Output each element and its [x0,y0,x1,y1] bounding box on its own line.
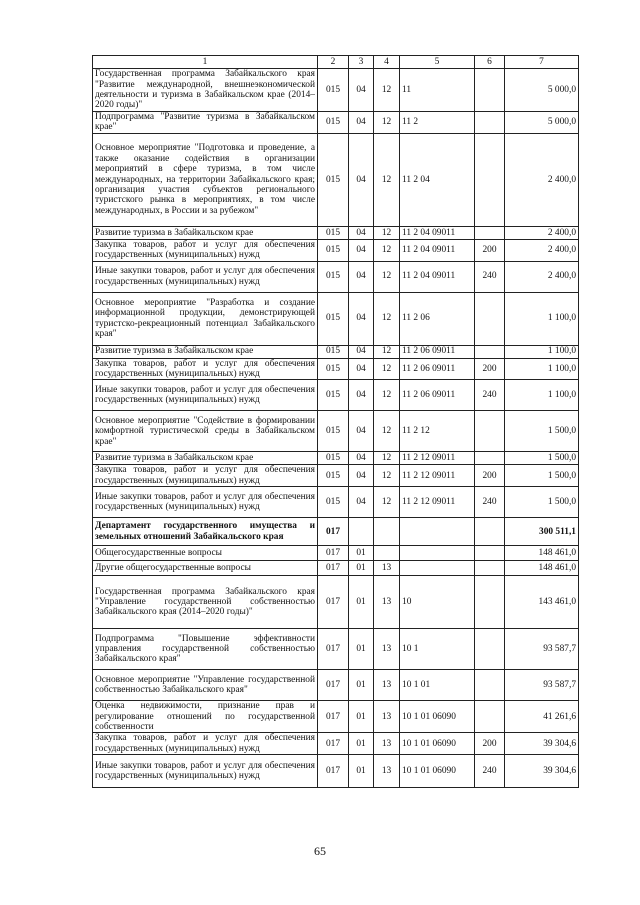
table-cell: 148 461,0 [505,546,579,561]
table-cell [475,411,505,452]
table-row [93,465,579,487]
table-cell: 200 [475,465,505,487]
table-cell: 015 [318,380,349,411]
table-cell: Закупка товаров, работ и услуг для обеспечения государственных (муниципальных) нужд [93,465,318,487]
table-row [93,69,579,112]
table-cell: 2 400,0 [505,226,579,239]
table-cell: 11 2 06 09011 [400,358,475,380]
table-cell: 015 [318,292,349,345]
table-cell: 2 400,0 [505,239,579,261]
table-cell: 12 [374,261,400,292]
table-cell: 11 2 [400,112,475,134]
table-cell: 10 1 01 06090 [400,733,475,755]
table-cell: Закупка товаров, работ и услуг для обеспечения государственных (муниципальных) нужд [93,239,318,261]
table-cell: 10 1 01 06090 [400,755,475,788]
table-row [93,380,579,411]
table-header-row [93,56,579,69]
table-cell: 01 [349,576,374,629]
table-cell: Закупка товаров, работ и услуг для обеспечения государственных (муниципальных) нужд [93,358,318,380]
table-cell: Иные закупки товаров, работ и услуг для обеспечения государственных (муниципальных) нужд [93,487,318,518]
table-cell [349,518,374,546]
table-row [93,487,579,518]
table-cell: 13 [374,701,400,733]
table-cell: 93 587,7 [505,629,579,670]
table-cell: Развитие туризма в Забайкальском крае [93,345,318,358]
table-cell: 12 [374,465,400,487]
table-cell: 015 [318,112,349,134]
table-cell: 017 [318,518,349,546]
table-cell: 13 [374,561,400,576]
table-cell: 12 [374,380,400,411]
table-cell: 11 2 12 09011 [400,487,475,518]
table-cell: 01 [349,546,374,561]
table-cell [475,629,505,670]
table-row [93,112,579,134]
table-cell: 12 [374,487,400,518]
table-cell: 017 [318,576,349,629]
table-row [93,261,579,292]
table-cell: 04 [349,69,374,112]
table-cell: Развитие туризма в Забайкальском крае [93,452,318,465]
header-cell: 6 [475,56,505,69]
table-cell [400,546,475,561]
table-cell: 11 2 12 [400,411,475,452]
table-cell: Основное мероприятие "Разработка и создание информационной продукции, демонстрирующей туристско-рекреационный потенциал Забайкальского края" [93,292,318,345]
table-cell [400,561,475,576]
header-cell: 3 [349,56,374,69]
table-cell: 143 461,0 [505,576,579,629]
table-row [93,411,579,452]
table-cell: Закупка товаров, работ и услуг для обеспечения государственных (муниципальных) нужд [93,733,318,755]
table-cell [374,546,400,561]
table-cell: Государственная программа Забайкальского края "Управление государственной собственностью Забайкальского края (2014–2020 годы)" [93,576,318,629]
header-cell: 2 [318,56,349,69]
header-cell: 5 [400,56,475,69]
table-cell: 01 [349,733,374,755]
table-cell: 12 [374,69,400,112]
table-cell: 13 [374,733,400,755]
table-cell [475,112,505,134]
table-row [93,701,579,733]
table-cell: 04 [349,465,374,487]
table-cell [475,670,505,701]
table-cell: Иные закупки товаров, работ и услуг для обеспечения государственных (муниципальных) нужд [93,755,318,788]
budget-table [92,55,579,788]
table-cell: 11 2 04 09011 [400,239,475,261]
table-cell: 015 [318,487,349,518]
table-cell [475,226,505,239]
table-cell: 41 261,6 [505,701,579,733]
table-cell: 11 2 04 09011 [400,261,475,292]
table-cell: 01 [349,629,374,670]
table-cell: 04 [349,112,374,134]
table-row [93,358,579,380]
table-cell: Развитие туризма в Забайкальском крае [93,226,318,239]
table-cell: 10 [400,576,475,629]
table-cell: 2 400,0 [505,133,579,226]
table-cell [475,69,505,112]
table-cell: 04 [349,226,374,239]
table-row [93,292,579,345]
table-cell: Оценка недвижимости, признание прав и регулирование отношений по государственной собственности [93,701,318,733]
table-cell: 1 500,0 [505,465,579,487]
table-cell: 11 2 06 09011 [400,345,475,358]
table-cell [475,345,505,358]
table-cell: 39 304,6 [505,755,579,788]
table-cell: Основное мероприятие "Подготовка и проведение, а также оказание содействия в организации мероприятий в сфере туризма, в том числе международных, на территории Забайкальского края; организация участия субъектов регионального туристского рынка в мероприятиях, в том числе международных, в России и за рубежом" [93,133,318,226]
table-cell: 04 [349,452,374,465]
table-cell: 12 [374,226,400,239]
table-cell: 11 [400,69,475,112]
table-cell: Общегосударственные вопросы [93,546,318,561]
table-cell: 1 500,0 [505,411,579,452]
table-cell: 04 [349,261,374,292]
table-cell: 015 [318,465,349,487]
table-cell: 11 2 04 09011 [400,226,475,239]
table-cell: Подпрограмма "Повышение эффективности управления государственной собственностью Забайкальского края" [93,629,318,670]
table-cell: 13 [374,670,400,701]
table-cell: 12 [374,112,400,134]
table-row [93,452,579,465]
table-cell: 017 [318,755,349,788]
table-cell: 11 2 06 09011 [400,380,475,411]
table-cell: 01 [349,561,374,576]
table-cell: 04 [349,487,374,518]
table-cell: 200 [475,358,505,380]
table-cell: 1 100,0 [505,380,579,411]
table-cell: 04 [349,239,374,261]
table-cell: 10 1 01 [400,670,475,701]
table-cell: 01 [349,755,374,788]
table-cell: 017 [318,733,349,755]
table-cell: 1 100,0 [505,358,579,380]
table-cell: 5 000,0 [505,112,579,134]
table-cell [475,292,505,345]
table-row [93,629,579,670]
table-cell: 1 100,0 [505,292,579,345]
table-cell: 12 [374,133,400,226]
table-cell: 015 [318,239,349,261]
header-cell: 4 [374,56,400,69]
table-cell: 04 [349,411,374,452]
table-cell: 017 [318,629,349,670]
table-cell: 12 [374,292,400,345]
table-cell: 015 [318,69,349,112]
table-cell: 017 [318,701,349,733]
page-number: 65 [314,844,326,858]
table-row [93,239,579,261]
table-cell: 1 500,0 [505,487,579,518]
table-cell [374,518,400,546]
table-row [93,561,579,576]
table-cell: 11 2 12 09011 [400,452,475,465]
table-cell: 015 [318,452,349,465]
table-cell: 10 1 01 06090 [400,701,475,733]
table-cell: 01 [349,701,374,733]
budget-table-body [93,56,579,788]
table-cell: 017 [318,670,349,701]
table-cell: 017 [318,546,349,561]
table-cell: 12 [374,358,400,380]
table-cell: 12 [374,452,400,465]
table-cell: 04 [349,133,374,226]
table-cell: 015 [318,358,349,380]
table-cell [475,561,505,576]
table-cell: 12 [374,239,400,261]
table-row [93,576,579,629]
table-row [93,670,579,701]
table-cell: 5 000,0 [505,69,579,112]
table-cell [475,546,505,561]
table-cell: 200 [475,239,505,261]
table-cell: 240 [475,380,505,411]
table-cell: 015 [318,411,349,452]
table-cell [475,701,505,733]
table-cell: 1 100,0 [505,345,579,358]
table-cell: 93 587,7 [505,670,579,701]
table-cell: 11 2 04 [400,133,475,226]
table-row [93,733,579,755]
table-cell [475,576,505,629]
table-cell: 39 304,6 [505,733,579,755]
table-cell: 015 [318,345,349,358]
table-cell: 300 511,1 [505,518,579,546]
table-cell: 017 [318,561,349,576]
table-cell: 200 [475,733,505,755]
table-cell: 13 [374,755,400,788]
table-cell: 04 [349,358,374,380]
table-cell: 10 1 [400,629,475,670]
table-cell: 240 [475,487,505,518]
table-cell: 015 [318,133,349,226]
table-cell: 2 400,0 [505,261,579,292]
table-cell: 1 500,0 [505,452,579,465]
table-cell [475,452,505,465]
table-cell: 04 [349,292,374,345]
table-row [93,546,579,561]
table-row [93,226,579,239]
table-cell: 148 461,0 [505,561,579,576]
table-cell [475,518,505,546]
header-cell: 7 [505,56,579,69]
table-cell: 13 [374,576,400,629]
table-cell: Другие общегосударственные вопросы [93,561,318,576]
table-cell: 11 2 12 09011 [400,465,475,487]
table-row [93,518,579,546]
table-cell: Основное мероприятие "Содействие в формировании комфортной туристической среды в Забайкальском крае" [93,411,318,452]
table-cell: 12 [374,411,400,452]
table-cell: 01 [349,670,374,701]
table-cell: Иные закупки товаров, работ и услуг для обеспечения государственных (муниципальных) нужд [93,380,318,411]
table-cell: 015 [318,261,349,292]
table-cell: 11 2 06 [400,292,475,345]
table-row [93,345,579,358]
table-cell: 240 [475,755,505,788]
table-cell [400,518,475,546]
table-cell: Государственная программа Забайкальского края "Развитие международной, внешнеэкономической деятельности и туризма в Забайкальском крае (2014–2020 годы)" [93,69,318,112]
table-cell: Основное мероприятие "Управление государственной собственностью Забайкальского края" [93,670,318,701]
table-row [93,133,579,226]
table-row [93,755,579,788]
header-cell: 1 [93,56,318,69]
table-cell: 13 [374,629,400,670]
table-cell: Иные закупки товаров, работ и услуг для обеспечения государственных (муниципальных) нужд [93,261,318,292]
table-cell: Подпрограмма "Развитие туризма в Забайкальском крае" [93,112,318,134]
table-cell: 015 [318,226,349,239]
table-cell [475,133,505,226]
table-cell: 240 [475,261,505,292]
table-cell: 04 [349,380,374,411]
table-cell: Департамент государственного имущества и земельных отношений Забайкальского края [93,518,318,546]
table-cell: 04 [349,345,374,358]
table-cell: 12 [374,345,400,358]
